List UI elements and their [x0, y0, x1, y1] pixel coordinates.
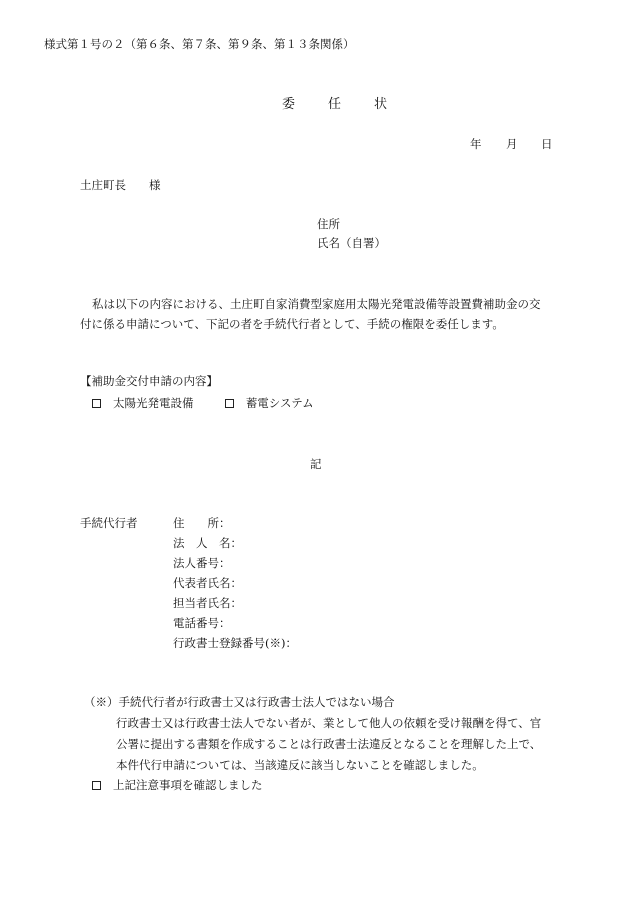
- date-month: 月: [506, 137, 518, 151]
- option-solar-label: 太陽光発電設備: [113, 396, 194, 410]
- agent-field-representative: 代表者氏名：: [173, 576, 242, 590]
- agent-field-registration: 行政書士登録番号(※)：: [173, 636, 297, 650]
- agent-field-address: 住 所：: [173, 516, 231, 530]
- agent-field-contact-person: 担当者氏名：: [173, 596, 242, 610]
- checkbox-storage[interactable]: [225, 399, 234, 408]
- body-paragraph: [80, 294, 560, 334]
- body-line-2: 付に係る申請について、下記の者を手続代行者として、手続の権限を委任します。: [80, 317, 504, 331]
- date-year: 年: [470, 137, 482, 151]
- addressee: 土庄町長 様: [80, 178, 161, 192]
- form-number: 様式第１号の２（第６条、第７条、第９条、第１３条関係）: [44, 37, 355, 51]
- agent-field-corp-name: 法 人 名：: [173, 536, 242, 550]
- notes-line-2: 公署に提出する書類を作成することは行政書士法違反となることを理解した上で、: [116, 737, 542, 751]
- option-storage-label: 蓄電システム: [245, 396, 314, 410]
- ki-heading: 記: [310, 457, 322, 471]
- checkbox-confirm[interactable]: [92, 781, 101, 790]
- body-line-1: 私は以下の内容における、土庄町自家消費型家庭用太陽光発電設備等設置費補助金の交: [92, 297, 541, 311]
- checkbox-solar[interactable]: [92, 399, 101, 408]
- subsidy-options: [92, 398, 314, 410]
- agent-label: 手続代行者: [80, 516, 138, 530]
- confirm-row: [92, 780, 263, 792]
- agent-field-corp-number: 法人番号：: [173, 556, 231, 570]
- applicant-address-label: 住所: [317, 217, 340, 231]
- notes-heading: （※）手続代行者が行政書士又は行政書士法人ではない場合: [84, 695, 395, 709]
- notes-line-1: 行政書士又は行政書士法人でない者が、業として他人の依頼を受け報酬を得て、官: [116, 716, 542, 730]
- notes-line-3: 本件代行申請については、当該違反に該当しないことを確認しました。: [116, 758, 484, 772]
- date-day: 日: [541, 137, 553, 151]
- confirm-label: 上記注意事項を確認しました: [113, 778, 263, 792]
- document-title: 委 任 状: [282, 97, 398, 112]
- applicant-name-label: 氏名（自署）: [317, 236, 386, 250]
- agent-field-phone: 電話番号：: [173, 616, 231, 630]
- subsidy-heading: 【補助金交付申請の内容】: [80, 374, 218, 388]
